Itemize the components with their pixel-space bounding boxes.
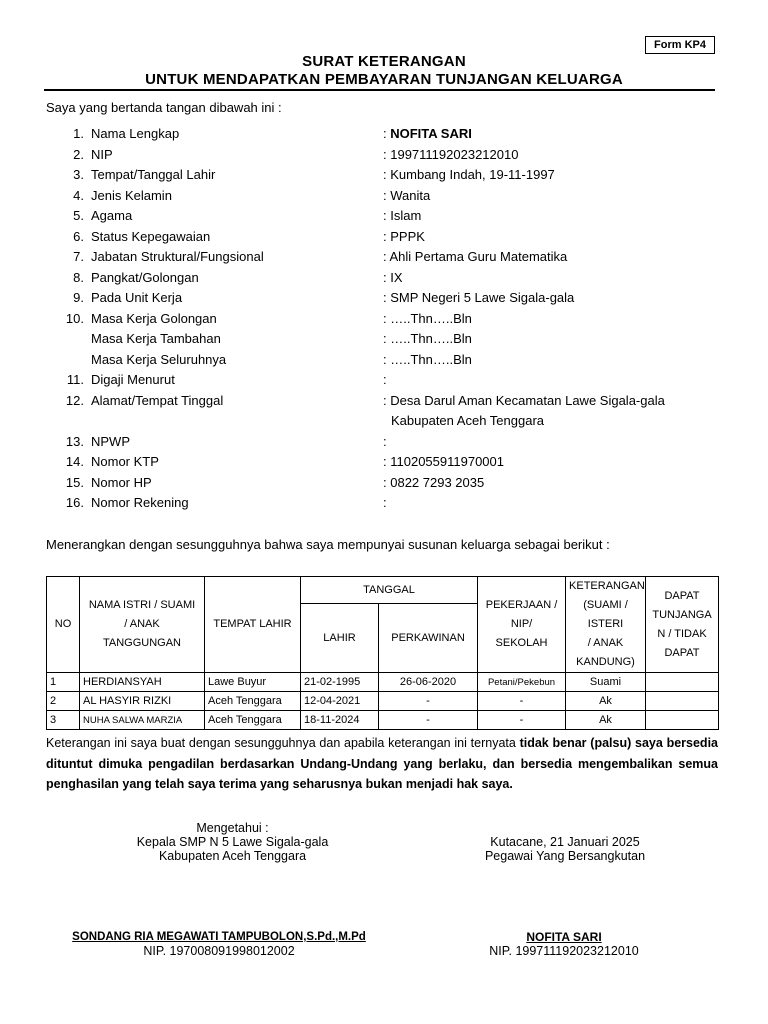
- field-value: : Wanita: [383, 187, 431, 203]
- field-row: [0, 475, 768, 495]
- cell-birthplace: Aceh Tenggara: [205, 692, 301, 711]
- field-row: [0, 147, 768, 167]
- field-number: 5.: [73, 208, 84, 223]
- field-number: 12.: [65, 392, 84, 408]
- right-signatory: [450, 930, 678, 958]
- statement-text: Keterangan ini saya buat dengan sesungguhnya dan apabila keterangan ini ternyata: [46, 736, 520, 750]
- place-date: Kutacane, 21 Januari 2025: [490, 835, 640, 849]
- field-number: 10.: [65, 310, 84, 326]
- field-label: Masa Kerja Seluruhnya: [91, 351, 227, 367]
- header-remark-line: (SUAMI / ISTERI: [583, 599, 628, 630]
- field-label: Nomor HP: [91, 474, 152, 490]
- field-value-text: …..Thn…..Bln: [390, 331, 472, 346]
- field-value: : PPPK: [383, 228, 425, 244]
- header-birth: LAHIR: [301, 604, 379, 673]
- cell-allowance: [646, 711, 719, 730]
- field-number: 4.: [73, 187, 84, 203]
- cell-remark: Ak: [566, 692, 646, 711]
- header-job-line: SEKOLAH: [495, 637, 548, 649]
- field-value-text: Kumbang Indah, 19-11-1997: [390, 167, 555, 182]
- header-job-line: NIP/: [510, 618, 533, 630]
- header-name-line: NAMA ISTRI / SUAMI: [88, 599, 196, 611]
- header-name-line: TANGGUNGAN: [102, 637, 182, 649]
- header-remark-line: KETERANGAN: [569, 580, 645, 592]
- field-value: : …..Thn…..Bln: [383, 351, 472, 367]
- field-value: : …..Thn…..Bln: [383, 310, 472, 326]
- field-row: [0, 270, 768, 290]
- field-label: Nomor KTP: [91, 454, 159, 469]
- field-number: 6.: [73, 228, 84, 244]
- field-value-text: …..Thn…..Bln: [390, 310, 472, 326]
- header-remark-line: KANDUNG): [576, 656, 635, 668]
- field-value-text: Ahli Pertama Guru Matematika: [389, 249, 568, 264]
- field-value-text: …..Thn…..Bln: [390, 351, 472, 367]
- field-number: 13.: [65, 433, 84, 449]
- cell-no: 1: [47, 673, 80, 692]
- field-row: [0, 208, 768, 228]
- left-signatory: [56, 930, 382, 958]
- headmaster-region: Kabupaten Aceh Tenggara: [158, 849, 307, 863]
- cell-allowance: [646, 673, 719, 692]
- field-label: Pangkat/Golongan: [91, 269, 199, 285]
- field-value-text: PPPK: [390, 228, 425, 244]
- intro-text: Saya yang bertanda tangan dibawah ini :: [46, 100, 282, 115]
- field-number: 14.: [65, 454, 84, 469]
- field-label: Jabatan Struktural/Fungsional: [91, 249, 264, 264]
- acknowledged-label: Mengetahui :: [196, 821, 269, 835]
- field-number: 2.: [73, 146, 84, 162]
- cell-name: HERDIANSYAH: [80, 673, 205, 692]
- family-declaration: Menerangkan dengan sesungguhnya bahwa saya mempunyai susunan keluarga sebagai berikut :: [46, 537, 610, 552]
- cell-birth: 21-02-1995: [301, 673, 379, 692]
- header-job-line: PEKERJAAN /: [485, 599, 558, 611]
- field-label: Masa Kerja Golongan: [91, 310, 217, 326]
- field-number: 15.: [65, 474, 84, 490]
- headmaster-name: SONDANG RIA MEGAWATI TAMPUBOLON,S.Pd.,M.Pd: [72, 931, 366, 943]
- field-label: Nama Lengkap: [91, 126, 180, 141]
- statement-bold-text: tidak benar (palsu) saya bersedia dituntut dimuka pengadilan berdasarkan Undang-Undang yang berlaku, dan bersedia mengembalikan semua penghasilan yang telah saya terima yang seharusnya bukan menjadi hak saya.: [46, 736, 718, 791]
- field-label: NPWP: [91, 433, 130, 449]
- field-value-text: Desa Darul Aman Kecamatan Lawe Sigala-gala: [390, 392, 665, 408]
- field-row: [0, 372, 768, 392]
- field-value: : Islam: [383, 208, 422, 223]
- field-row: [0, 188, 768, 208]
- field-value-bold: NOFITA SARI: [390, 126, 472, 141]
- field-value-text: IX: [390, 269, 403, 285]
- field-row-continuation: [0, 413, 768, 433]
- header-allowance-line: DAPAT: [664, 589, 700, 602]
- field-label: Agama: [91, 208, 133, 223]
- cell-remark: Suami: [566, 673, 646, 692]
- statement-paragraph: [46, 733, 718, 795]
- field-value-text: Wanita: [390, 187, 431, 203]
- field-number: 3.: [73, 167, 84, 182]
- field-label: Status Kepegawaian: [91, 228, 211, 244]
- field-label: Masa Kerja Tambahan: [91, 331, 221, 346]
- employee-nip: NIP. 199711192023212010: [489, 944, 639, 958]
- field-value: : SMP Negeri 5 Lawe Sigala-gala: [383, 290, 575, 305]
- cell-marriage: 26-06-2020: [379, 673, 478, 692]
- field-value: : 1102055911970001: [383, 454, 504, 469]
- cell-no: 3: [47, 711, 80, 730]
- field-number: 7.: [73, 249, 84, 264]
- field-label: NIP: [91, 146, 113, 162]
- field-value: : 0822 7293 2035: [383, 474, 485, 490]
- header-allowance-line: N / TIDAK: [657, 627, 707, 640]
- field-label: Jenis Kelamin: [91, 187, 172, 203]
- field-row: [0, 249, 768, 269]
- field-row: [0, 229, 768, 249]
- cell-job: -: [478, 692, 566, 711]
- field-value-text: 0822 7293 2035: [390, 474, 485, 490]
- header-allowance: [646, 577, 719, 673]
- field-label: Pada Unit Kerja: [91, 290, 183, 305]
- cell-birthplace: Aceh Tenggara: [205, 711, 301, 730]
- cell-remark: Ak: [566, 711, 646, 730]
- right-signature-block: [450, 835, 680, 863]
- left-signature-block: [60, 821, 405, 863]
- field-value: : 199711192023212010: [383, 146, 519, 162]
- cell-job: Petani/Pekebun: [478, 673, 566, 692]
- cell-name: NUHA SALWA MARZIA: [80, 711, 205, 730]
- cell-no: 2: [47, 692, 80, 711]
- field-row: [0, 454, 768, 474]
- field-value: : Ahli Pertama Guru Matematika: [383, 249, 568, 264]
- table-row: [47, 711, 719, 730]
- field-value-text: Kabupaten Aceh Tenggara: [391, 413, 545, 428]
- field-value: : Desa Darul Aman Kecamatan Lawe Sigala-gala: [383, 392, 665, 408]
- field-value: :: [383, 495, 387, 510]
- table-row: [47, 673, 719, 692]
- header-name-line: / ANAK: [124, 618, 160, 630]
- employee-label: Pegawai Yang Bersangkutan: [484, 849, 646, 863]
- cell-marriage: -: [379, 711, 478, 730]
- field-row: [0, 290, 768, 310]
- form-code-box: Form KP4: [645, 36, 715, 54]
- field-value-text: SMP Negeri 5 Lawe Sigala-gala: [390, 290, 575, 305]
- title-line-1: SURAT KETERANGAN: [302, 53, 466, 70]
- cell-job: -: [478, 711, 566, 730]
- field-number: 9.: [73, 290, 84, 305]
- header-name: [80, 577, 205, 673]
- field-value: : …..Thn…..Bln: [383, 331, 472, 346]
- field-number: 16.: [65, 495, 84, 510]
- field-row: [0, 126, 768, 146]
- field-row: [0, 393, 768, 413]
- field-row: [0, 331, 768, 351]
- title-underline: [44, 89, 715, 91]
- headmaster-title: Kepala SMP N 5 Lawe Sigala-gala: [136, 835, 329, 849]
- header-remark: [566, 577, 646, 673]
- field-value: :: [383, 433, 387, 449]
- cell-birthplace: Lawe Buyur: [205, 673, 301, 692]
- field-label: Digaji Menurut: [91, 372, 175, 387]
- header-allowance-line: DAPAT: [664, 646, 700, 659]
- table-row: [47, 692, 719, 711]
- header-remark-line: / ANAK: [587, 637, 624, 649]
- header-marriage: PERKAWINAN: [379, 604, 478, 673]
- cell-name: AL HASYIR RIZKI: [80, 692, 205, 711]
- cell-birth: 12-04-2021: [301, 692, 379, 711]
- field-row: [0, 311, 768, 331]
- family-table: [46, 576, 719, 730]
- field-label: Nomor Rekening: [91, 495, 189, 510]
- field-label: Alamat/Tempat Tinggal: [91, 392, 224, 408]
- field-value-text: 1102055911970001: [390, 454, 504, 469]
- header-birthplace: TEMPAT LAHIR: [205, 577, 301, 673]
- field-row: [0, 167, 768, 187]
- header-date-group: TANGGAL: [301, 577, 478, 604]
- field-label: Tempat/Tanggal Lahir: [91, 167, 216, 182]
- field-value: : Kumbang Indah, 19-11-1997: [383, 167, 555, 182]
- field-number: 8.: [73, 269, 84, 285]
- header-job: [478, 577, 566, 673]
- field-value-text: 199711192023212010: [390, 146, 519, 162]
- cell-birth: 18-11-2024: [301, 711, 379, 730]
- cell-allowance: [646, 692, 719, 711]
- field-row: [0, 495, 768, 515]
- field-number: 1.: [73, 126, 84, 141]
- employee-name: NOFITA SARI: [526, 930, 602, 944]
- field-value: : IX: [383, 269, 403, 285]
- header-allowance-line: TUNJANGA: [652, 608, 712, 621]
- field-value-text: Islam: [390, 208, 422, 223]
- header-no: NO: [47, 577, 80, 673]
- field-number: 11.: [66, 372, 84, 387]
- field-row: [0, 352, 768, 372]
- cell-marriage: -: [379, 692, 478, 711]
- field-value: :: [383, 372, 387, 387]
- field-value: : NOFITA SARI: [383, 126, 472, 141]
- title-line-2: UNTUK MENDAPATKAN PEMBAYARAN TUNJANGAN KELUARGA: [145, 71, 623, 88]
- headmaster-nip: NIP. 197008091998012002: [143, 944, 295, 958]
- field-row: [0, 434, 768, 454]
